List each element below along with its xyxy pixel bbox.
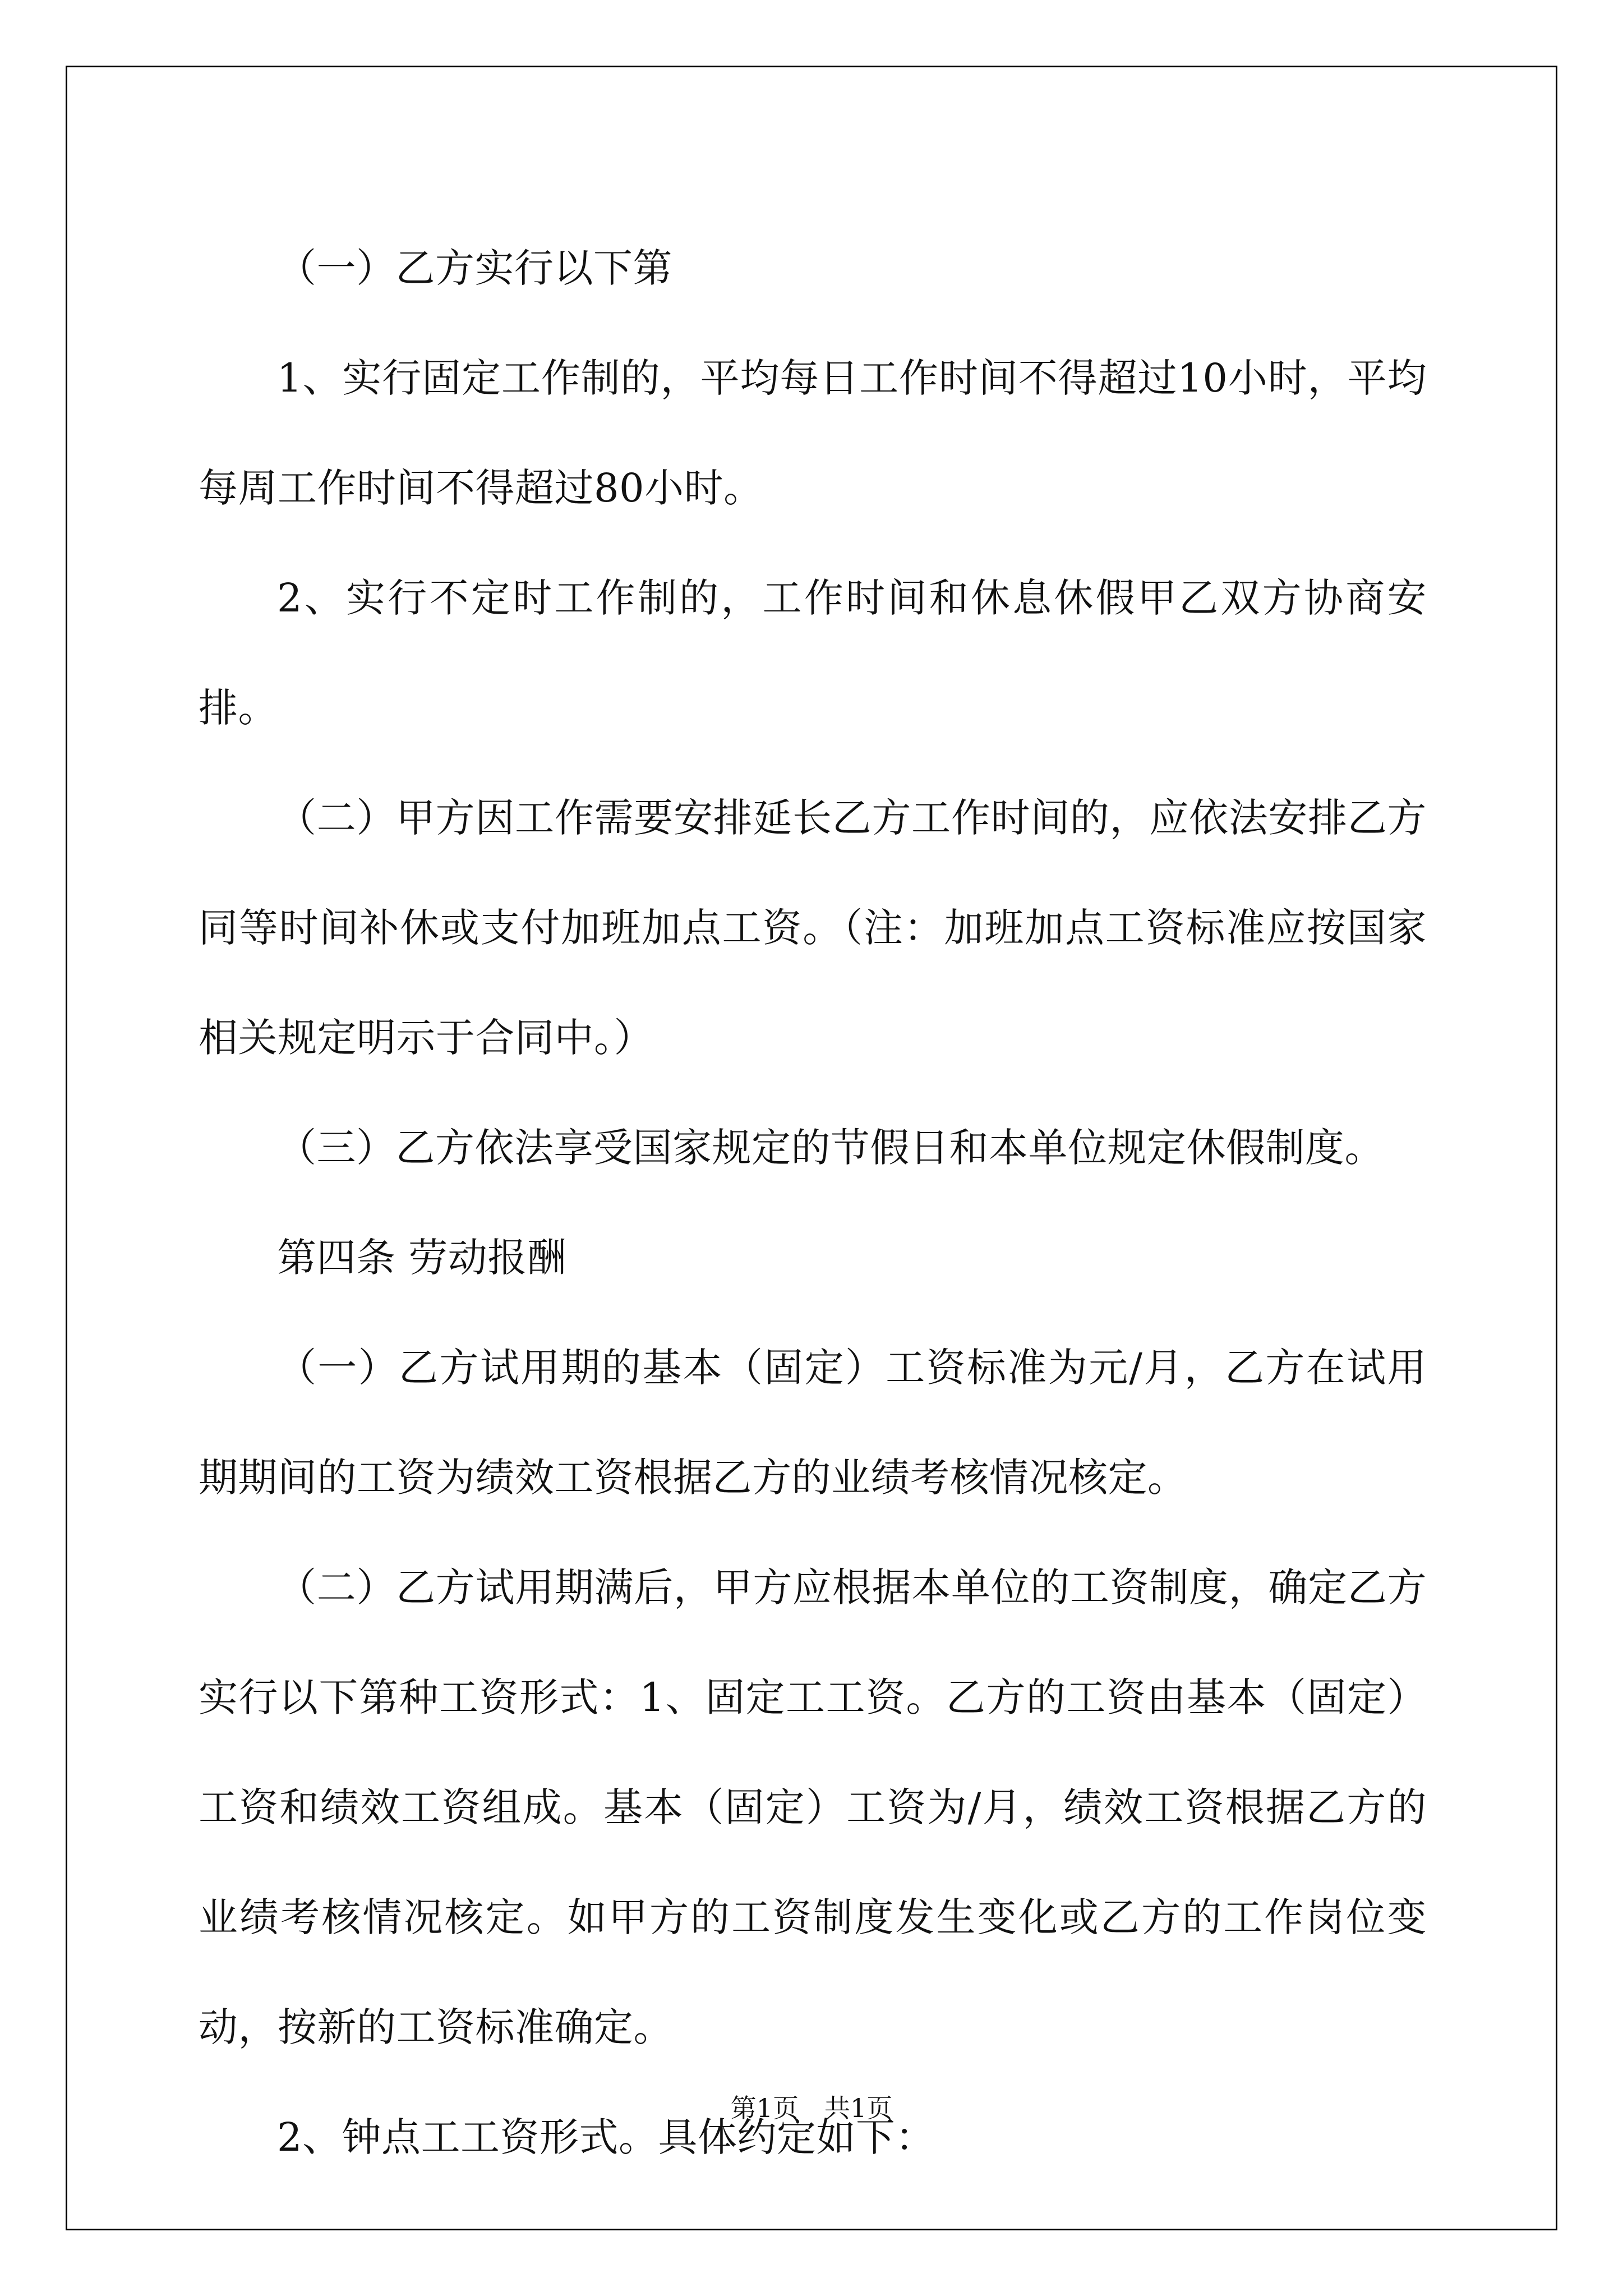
paragraph: （一）乙方试用期的基本（固定）工资标准为元/月，乙方在试用期期间的工资为绩效工资根据乙方的业绩考核情况核定。 <box>199 1345 1427 1501</box>
paragraph: 1、实行固定工作制的，平均每日工作时间不得超过10小时，平均每周工作时间不得超过80小时。 <box>199 355 1427 511</box>
paragraph: 2、钟点工工资形式。具体约定如下： <box>277 2114 935 2160</box>
paragraph: 2、实行不定时工作制的，工作时间和休息休假甲乙双方协商安排。 <box>199 575 1427 731</box>
paragraph: （二）甲方因工作需要安排延长乙方工作时间的，应依法安排乙方同等时间补休或支付加班加点工资。（注：加班加点工资标准应按国家相关规定明示于合同中。） <box>199 795 1427 1061</box>
document-body <box>199 213 1427 2192</box>
section-heading: 第四条 劳动报酬 <box>277 1235 567 1281</box>
paragraph: （一）乙方实行以下第 <box>277 245 672 291</box>
paragraph: （三）乙方依法享受国家规定的节假日和本单位规定休假制度。 <box>277 1125 1384 1171</box>
page-footer: 第1页 共1页 <box>730 2093 893 2123</box>
paragraph: （二）乙方试用期满后，甲方应根据本单位的工资制度，确定乙方实行以下第种工资形式：1、固定工工资。乙方的工资由基本（固定）工资和绩效工资组成。基本（固定）工资为/月，绩效工资根据乙方的业绩考核情况核定。如甲方的工资制度发生变化或乙方的工作岗位变动，按新的工资标准确定。 <box>199 1565 1427 2050</box>
